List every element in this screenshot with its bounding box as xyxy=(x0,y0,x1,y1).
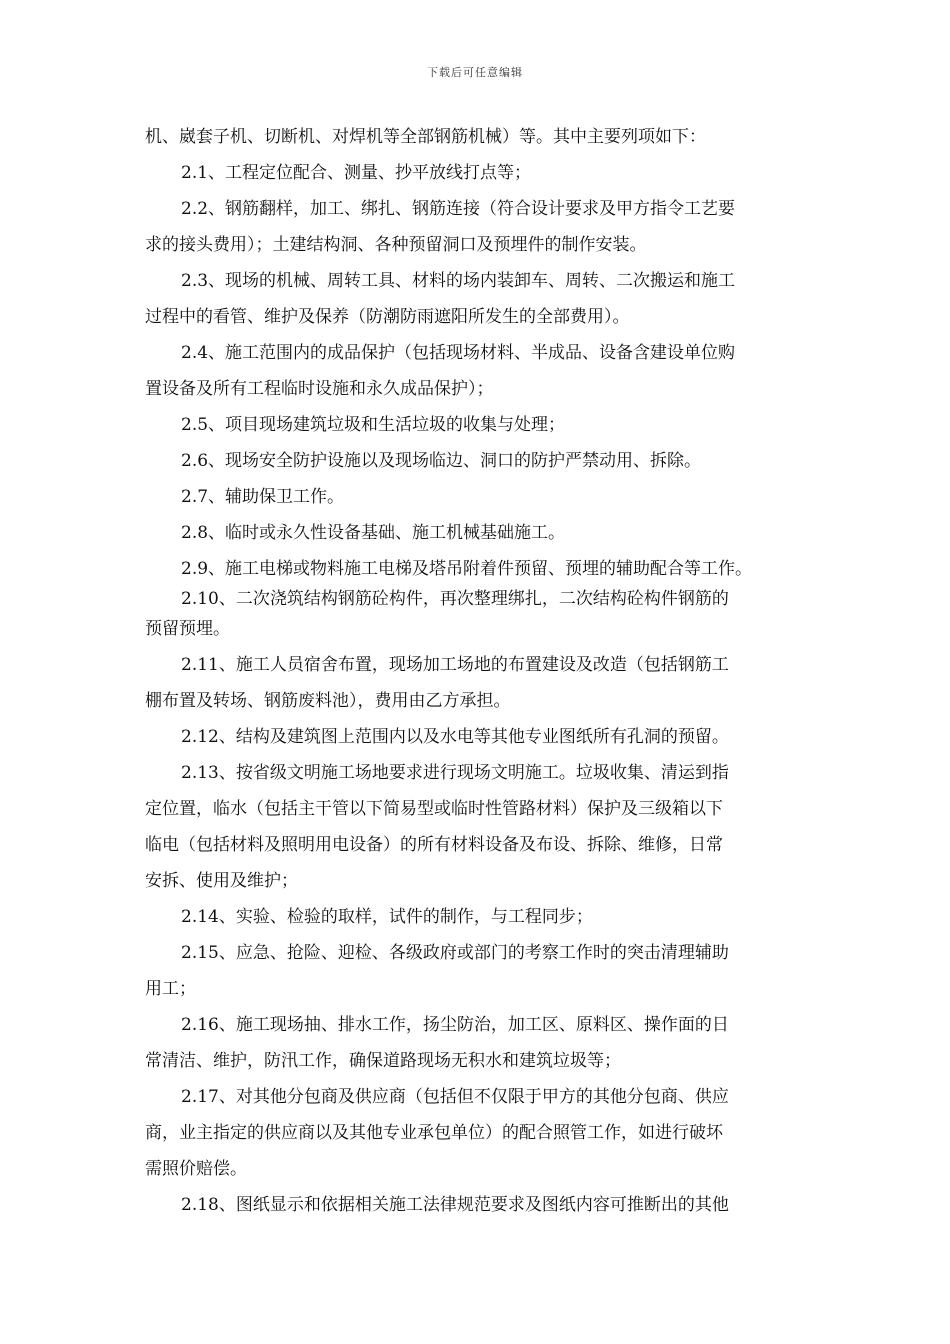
text-line: 临电（包括材料及照明用电设备）的所有材料设备及布设、拆除、维修，日常 xyxy=(145,835,723,855)
text-line: 机、崴套子机、切断机、对焊机等全部钢筋机械）等。其中主要列项如下： xyxy=(145,127,706,147)
text-line: 需照价赔偿。 xyxy=(145,1159,247,1179)
text-line: 2.8、临时或永久性设备基础、施工机械基础施工。 xyxy=(181,523,566,543)
text-line: 2.5、项目现场建筑垃圾和生活垃圾的收集与处理； xyxy=(181,415,566,435)
text-line: 2.7、辅助保卫工作。 xyxy=(181,487,345,507)
text-line: 棚布置及转场、钢筋废料池），费用由乙方承担。 xyxy=(145,691,511,711)
text-line: 用工； xyxy=(145,979,196,999)
text-line: 商，业主指定的供应商以及其他专业承包单位）的配合照管工作，如进行破坏 xyxy=(145,1123,723,1143)
text-line: 2.18、图纸显示和依据相关施工法律规范要求及图纸内容可推断出的其他 xyxy=(181,1195,729,1215)
text-line: 2.15、应急、抢险、迎检、各级政府或部门的考察工作时的突击清理辅助 xyxy=(181,943,729,963)
text-line: 2.9、施工电梯或物料施工电梯及塔吊附着件预留、预埋的辅助配合等工作。 xyxy=(181,559,753,579)
text-line: 过程中的看管、维护及保养（防潮防雨遮阳所发生的全部费用）。 xyxy=(145,307,630,327)
document-body xyxy=(145,119,805,1223)
text-line: 2.6、现场安全防护设施以及现场临边、洞口的防护严禁动用、拆除。 xyxy=(181,451,702,471)
text-line: 2.12、结构及建筑图上范围内以及水电等其他专业图纸所有孔洞的预留。 xyxy=(181,727,729,747)
text-line: 2.2、钢筋翻样，加工、绑扎、钢筋连接（符合设计要求及甲方指令工艺要 xyxy=(181,199,736,219)
text-line: 2.3、现场的机械、周转工具、材料的场内装卸车、周转、二次搬运和施工 xyxy=(181,271,736,291)
text-line: 求的接头费用）；土建结构洞、各种预留洞口及预埋件的制作安装。 xyxy=(145,235,647,255)
text-line: 2.1、工程定位配合、测量、抄平放线打点等； xyxy=(181,163,532,183)
text-line: 置设备及所有工程临时设施和永久成品保护）； xyxy=(145,379,494,399)
text-line: 2.16、施工现场抽、排水工作，扬尘防治，加工区、原料区、操作面的日 xyxy=(181,1015,729,1035)
text-line: 2.14、实验、检验的取样，试件的制作，与工程同步； xyxy=(181,907,593,927)
text-line: 定位置，临水（包括主干管以下简易型或临时性管路材料）保护及三级箱以下 xyxy=(145,799,723,819)
text-line: 预留预埋。 xyxy=(145,619,230,639)
text-line: 2.17、对其他分包商及供应商（包括但不仅限于甲方的其他分包商、供应 xyxy=(181,1087,729,1107)
page-header-note: 下载后可任意编辑 xyxy=(427,66,523,79)
text-line: 2.4、施工范围内的成品保护（包括现场材料、半成品、设备含建设单位购 xyxy=(181,343,736,363)
text-line: 2.11、施工人员宿舍布置，现场加工场地的布置建设及改造（包括钢筋工 xyxy=(181,655,729,675)
text-line: 2.10、二次浇筑结构钢筋砼构件，再次整理绑扎，二次结构砼构件钢筋的 xyxy=(181,589,729,609)
text-line: 安拆、使用及维护； xyxy=(145,871,298,891)
text-line: 2.13、按省级文明施工场地要求进行现场文明施工。垃圾收集、清运到指 xyxy=(181,763,729,783)
text-line: 常清洁、维护，防汛工作，确保道路现场无积水和建筑垃圾等； xyxy=(145,1051,621,1071)
